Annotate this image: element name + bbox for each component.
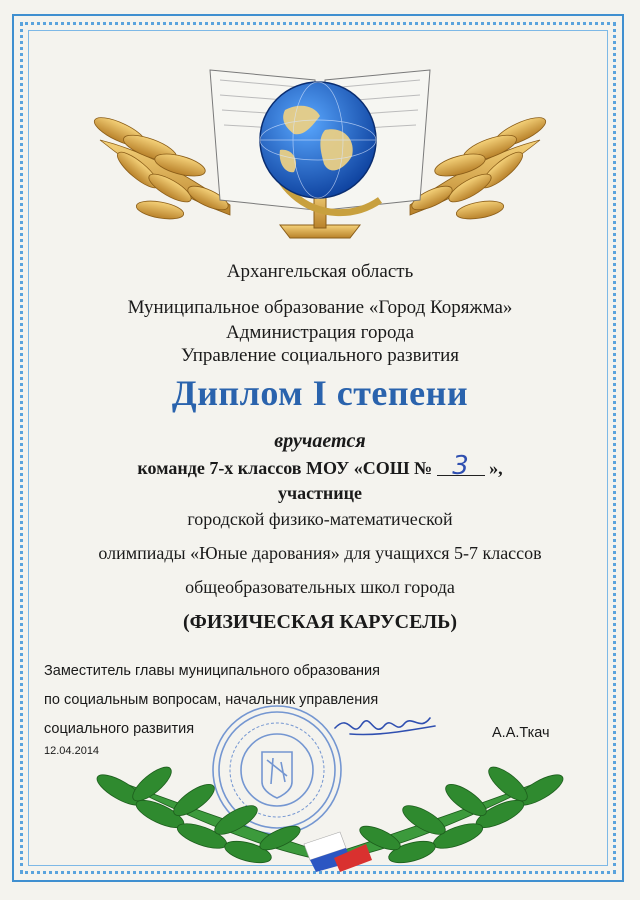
team-prefix: команде 7-х классов МОУ «СОШ № — [137, 458, 433, 478]
school-number-handwritten: 3 — [437, 457, 485, 476]
participant-label: участнице — [277, 483, 363, 503]
signatory-title-line-3: социального развития — [44, 721, 195, 737]
olympiad-line-3: общеобразовательных школ города — [185, 577, 455, 597]
olympiad-line-1: городской физико-математической — [187, 509, 453, 529]
team-line — [0, 451, 640, 481]
olympiad-line-2: олимпиады «Юные дарования» для учащихся 5-7 классов — [98, 543, 542, 563]
region-name: Архангельская область — [226, 261, 414, 282]
laurel-wreath-icon — [90, 748, 570, 872]
awarded-label: вручается — [274, 430, 366, 452]
signatory-name: А.А.Ткач — [492, 725, 550, 741]
municipality-name: Муниципальное образование «Город Коряжма» — [127, 297, 513, 318]
signature-scribble-icon — [330, 706, 440, 746]
administration-name: Администрация города — [225, 322, 414, 343]
team-suffix: », — [489, 458, 503, 478]
event-name: (ФИЗИЧЕСКАЯ КАРУСЕЛЬ) — [182, 611, 457, 633]
signatory-title-line-2: по социальным вопросам, начальник управления — [44, 692, 379, 708]
issue-date: 12.04.2014 — [44, 745, 100, 757]
department-name: Управление социального развития — [180, 345, 460, 366]
globe-book-emblem-icon — [80, 40, 560, 255]
signatory-title-line-1: Заместитель главы муниципального образования — [44, 663, 381, 679]
diploma-title: Диплом I степени — [171, 373, 469, 413]
